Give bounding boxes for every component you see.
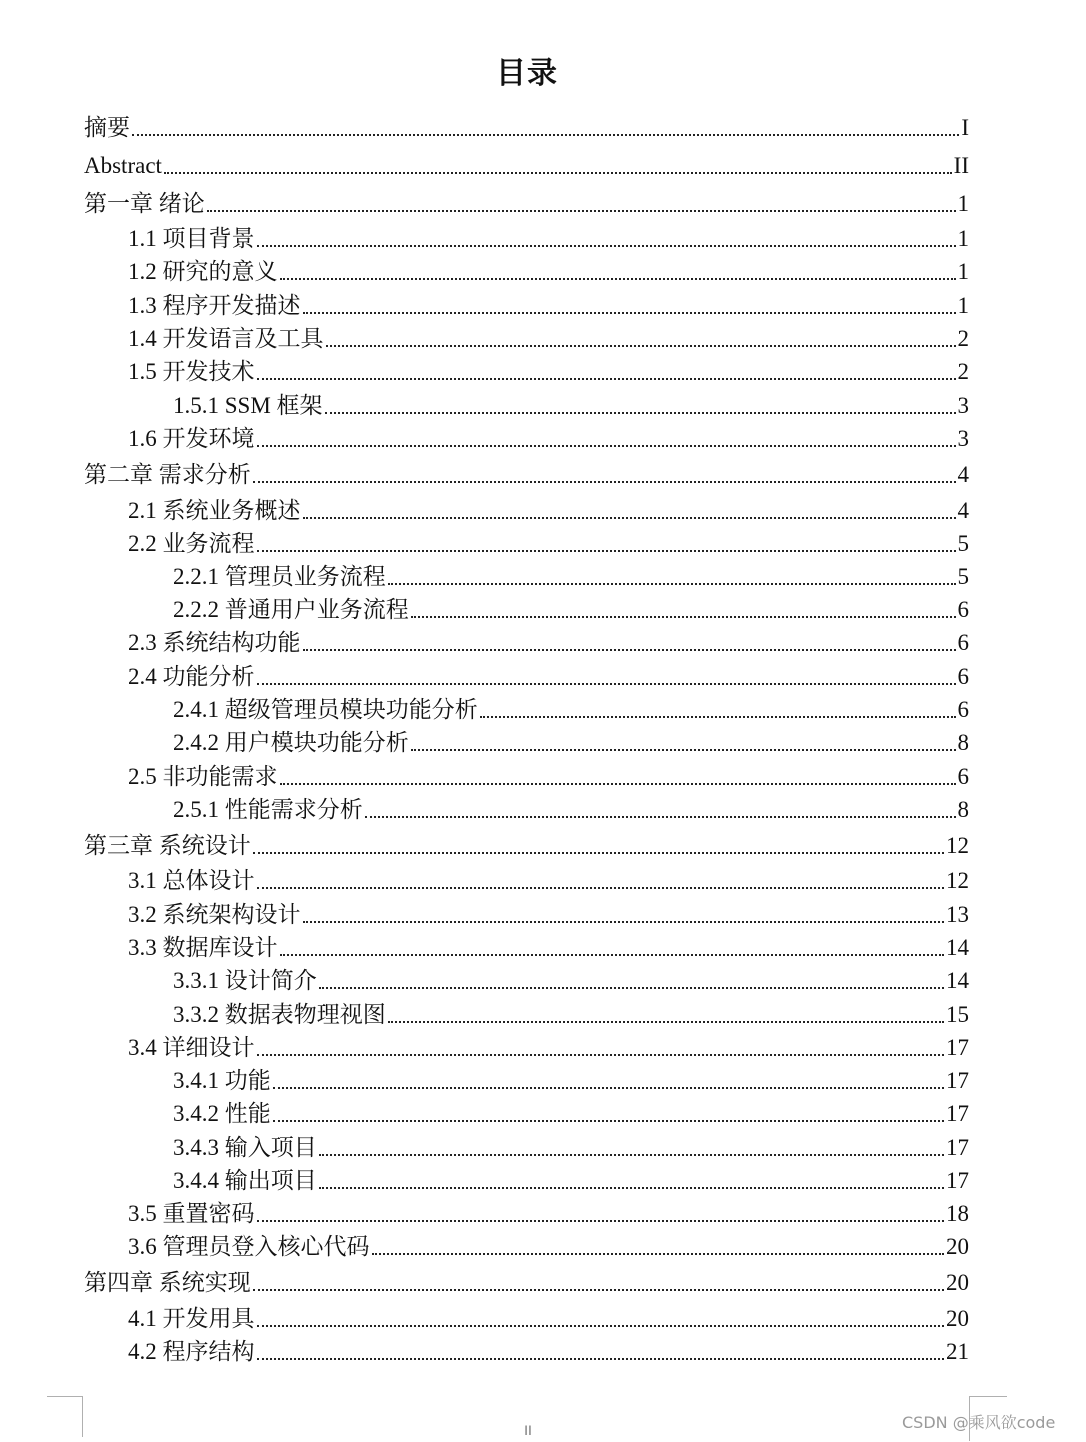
toc-entry-label: 2.4 功能分析 <box>128 664 255 689</box>
toc-entry-page-number: 14 <box>946 968 969 993</box>
toc-entry-page-number: 5 <box>957 564 969 589</box>
toc-entry[interactable] <box>128 529 969 559</box>
toc-entry[interactable] <box>128 900 969 930</box>
toc-entry-label: 2.2.2 普通用户业务流程 <box>173 597 409 622</box>
toc-entry-label: 3.3.1 设计简介 <box>173 968 317 993</box>
toc-entry-page-number: 1 <box>957 259 969 284</box>
toc-entry-page-number: 6 <box>957 597 969 622</box>
toc-dot-leader <box>257 866 945 896</box>
toc-entry-page-number: 8 <box>957 797 969 822</box>
toc-entry[interactable] <box>128 1199 969 1229</box>
toc-dot-leader <box>411 728 956 758</box>
toc-dot-leader <box>132 113 959 143</box>
toc-dot-leader <box>319 1133 944 1163</box>
toc-entry[interactable] <box>128 357 969 387</box>
toc-entry-label: 2.1 系统业务概述 <box>128 498 301 523</box>
toc-entry-page-number: 17 <box>946 1168 969 1193</box>
toc-dot-leader <box>257 1033 945 1063</box>
toc-entry-label: 1.4 开发语言及工具 <box>128 326 324 351</box>
toc-entry-label: 1.3 程序开发描述 <box>128 293 301 318</box>
toc-entry[interactable] <box>84 831 969 861</box>
toc-entry[interactable] <box>128 324 969 354</box>
toc-dot-leader <box>257 1304 945 1334</box>
toc-dot-leader <box>273 1066 944 1096</box>
toc-entry[interactable] <box>84 1268 969 1298</box>
toc-entry-page-number: 6 <box>957 630 969 655</box>
toc-dot-leader <box>480 695 956 725</box>
toc-entry[interactable] <box>128 762 969 792</box>
toc-entry-label: 4.2 程序结构 <box>128 1339 255 1364</box>
toc-entry[interactable] <box>128 628 969 658</box>
toc-entry-page-number: 21 <box>946 1339 969 1364</box>
page-title: 目录 <box>496 56 558 91</box>
toc-dot-leader <box>257 529 956 559</box>
toc-entry[interactable] <box>173 728 969 758</box>
toc-entry[interactable] <box>173 1166 969 1196</box>
toc-entry-label: 4.1 开发用具 <box>128 1306 255 1331</box>
toc-entry-page-number: 17 <box>946 1101 969 1126</box>
toc-entry-label: 1.1 项目背景 <box>128 226 255 251</box>
toc-entry-label: 3.2 系统架构设计 <box>128 902 301 927</box>
toc-entry-label: 2.2 业务流程 <box>128 531 255 556</box>
toc-entry-label: 2.3 系统结构功能 <box>128 630 301 655</box>
toc-entry[interactable] <box>173 1133 969 1163</box>
toc-entry-page-number: 3 <box>957 426 969 451</box>
toc-dot-leader <box>257 424 956 454</box>
toc-dot-leader <box>303 496 956 526</box>
toc-entry[interactable] <box>128 496 969 526</box>
toc-dot-leader <box>280 762 956 792</box>
footer-page-number: II <box>524 1422 532 1438</box>
toc-entry-page-number: 6 <box>957 664 969 689</box>
toc-entry-page-number: II <box>953 153 969 178</box>
toc-entry-page-number: 8 <box>957 730 969 755</box>
toc-entry-page-number: 18 <box>946 1201 969 1226</box>
toc-entry-label: 1.2 研究的意义 <box>128 259 278 284</box>
toc-entry[interactable] <box>128 1033 969 1063</box>
toc-dot-leader <box>273 1099 944 1129</box>
toc-entry-label: 2.5 非功能需求 <box>128 764 278 789</box>
toc-dot-leader <box>372 1232 945 1262</box>
toc-dot-leader <box>253 831 944 861</box>
toc-entry[interactable] <box>128 933 969 963</box>
toc-dot-leader <box>303 628 956 658</box>
toc-entry-page-number: 20 <box>946 1270 969 1295</box>
toc-entry[interactable] <box>84 460 969 490</box>
toc-entry-label: 1.6 开发环境 <box>128 426 255 451</box>
toc-dot-leader <box>319 966 944 996</box>
toc-dot-leader <box>325 391 956 421</box>
toc-entry-page-number: 4 <box>957 462 969 487</box>
toc-entry[interactable] <box>128 1304 969 1334</box>
toc-dot-leader <box>257 224 956 254</box>
toc-entry[interactable] <box>173 795 969 825</box>
toc-entry-label: 第一章 绪论 <box>84 191 205 216</box>
toc-entry-page-number: 6 <box>957 764 969 789</box>
toc-entry-page-number: 13 <box>946 902 969 927</box>
toc-entry[interactable] <box>173 695 969 725</box>
toc-entry-page-number: 17 <box>946 1035 969 1060</box>
toc-entry-page-number: 5 <box>957 531 969 556</box>
toc-dot-leader <box>365 795 956 825</box>
toc-dot-leader <box>253 460 956 490</box>
toc-dot-leader <box>388 1000 944 1030</box>
toc-entry[interactable] <box>173 562 969 592</box>
toc-dot-leader <box>257 357 956 387</box>
toc-dot-leader <box>280 257 956 287</box>
toc-dot-leader <box>303 900 945 930</box>
toc-entry-label: 3.6 管理员登入核心代码 <box>128 1234 370 1259</box>
toc-entry[interactable] <box>128 1337 969 1367</box>
toc-entry[interactable] <box>173 966 969 996</box>
toc-dot-leader <box>319 1166 944 1196</box>
toc-dot-leader <box>326 324 956 354</box>
toc-entry[interactable] <box>173 1000 969 1030</box>
toc-dot-leader <box>207 189 956 219</box>
toc-entry-page-number: 17 <box>946 1068 969 1093</box>
toc-entry-label: 3.4.3 输入项目 <box>173 1135 317 1160</box>
toc-entry-page-number: 1 <box>957 191 969 216</box>
toc-entry-label: 3.4 详细设计 <box>128 1035 255 1060</box>
toc-entry-label: 第二章 需求分析 <box>84 462 251 487</box>
toc-entry-label: 1.5.1 SSM 框架 <box>173 393 323 418</box>
toc-entry[interactable] <box>128 224 969 254</box>
toc-entry-page-number: 12 <box>946 868 969 893</box>
toc-entry-page-number: 2 <box>957 326 969 351</box>
toc-entry-page-number: I <box>961 115 969 140</box>
toc-entry-label: 3.4.1 功能 <box>173 1068 271 1093</box>
toc-entry-page-number: 6 <box>957 697 969 722</box>
toc-dot-leader <box>303 291 956 321</box>
toc-entry-page-number: 2 <box>957 359 969 384</box>
toc-entry-label: Abstract <box>84 153 162 178</box>
toc-entry-page-number: 15 <box>946 1002 969 1027</box>
toc-dot-leader <box>280 933 945 963</box>
toc-entry-page-number: 1 <box>957 293 969 318</box>
toc-entry[interactable] <box>128 662 969 692</box>
toc-entry-page-number: 17 <box>946 1135 969 1160</box>
toc-entry-page-number: 4 <box>957 498 969 523</box>
toc-entry[interactable] <box>128 866 969 896</box>
toc-entry[interactable] <box>173 1099 969 1129</box>
toc-dot-leader <box>253 1268 944 1298</box>
toc-entry-label: 3.5 重置密码 <box>128 1201 255 1226</box>
toc-entry-label: 2.2.1 管理员业务流程 <box>173 564 386 589</box>
toc-entry[interactable] <box>84 113 969 143</box>
csdn-watermark: CSDN @乘风欲code <box>902 1413 1056 1432</box>
toc-dot-leader <box>164 151 952 181</box>
toc-entry-label: 3.3 数据库设计 <box>128 935 278 960</box>
toc-entry[interactable] <box>128 291 969 321</box>
toc-entry-label: 3.4.4 输出项目 <box>173 1168 317 1193</box>
toc-entry-label: 2.4.1 超级管理员模块功能分析 <box>173 697 478 722</box>
toc-entry[interactable] <box>128 257 969 287</box>
toc-entry-label: 3.1 总体设计 <box>128 868 255 893</box>
toc-entry-page-number: 20 <box>946 1234 969 1259</box>
toc-entry[interactable] <box>84 151 969 181</box>
toc-entry-page-number: 20 <box>946 1306 969 1331</box>
toc-entry[interactable] <box>84 189 969 219</box>
toc-entry-label: 2.4.2 用户模块功能分析 <box>173 730 409 755</box>
toc-entry-page-number: 12 <box>946 833 969 858</box>
toc-entry[interactable] <box>173 391 969 421</box>
toc-entry-label: 摘要 <box>84 115 130 140</box>
toc-entry[interactable] <box>173 595 969 625</box>
toc-dot-leader <box>257 1199 945 1229</box>
toc-entry-page-number: 14 <box>946 935 969 960</box>
toc-dot-leader <box>257 1337 945 1367</box>
page-corner-mark-left <box>47 1396 83 1437</box>
toc-dot-leader <box>257 662 956 692</box>
toc-dot-leader <box>388 562 956 592</box>
toc-dot-leader <box>411 595 956 625</box>
toc-entry-page-number: 3 <box>957 393 969 418</box>
toc-entry-label: 第四章 系统实现 <box>84 1270 251 1295</box>
toc-entry-label: 3.3.2 数据表物理视图 <box>173 1002 386 1027</box>
toc-entry-label: 2.5.1 性能需求分析 <box>173 797 363 822</box>
toc-entry-label: 第三章 系统设计 <box>84 833 251 858</box>
toc-entry-label: 3.4.2 性能 <box>173 1101 271 1126</box>
toc-entry[interactable] <box>128 1232 969 1262</box>
toc-entry[interactable] <box>128 424 969 454</box>
toc-entry-page-number: 1 <box>957 226 969 251</box>
toc-entry[interactable] <box>173 1066 969 1096</box>
toc-entry-label: 1.5 开发技术 <box>128 359 255 384</box>
